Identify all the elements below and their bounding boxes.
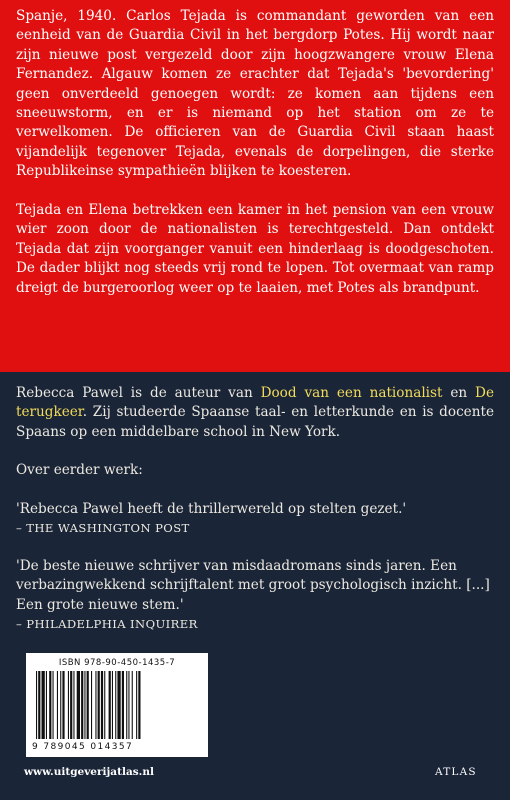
barcode-bars bbox=[32, 669, 202, 741]
author-bio-rest: . Zij studeerde Spaanse taal- en letterkunde en is docente Spaans op een middelbare school in New York. bbox=[16, 404, 494, 440]
author-bio-connector: en bbox=[442, 385, 476, 401]
review-source-2: – PHILADELPHIA INQUIRER bbox=[16, 617, 198, 632]
isbn-label: ISBN 978-90-450-1435-7 bbox=[58, 658, 176, 668]
author-bio-intro: Rebecca Pawel is de auteur van bbox=[16, 385, 261, 401]
author-bio bbox=[16, 384, 494, 442]
book-title-2: De terugkeer bbox=[16, 385, 494, 421]
earlier-work-label: Over eerder werk: bbox=[16, 462, 143, 479]
review-quote-2: 'De beste nieuwe schrijver van misdaadromans sinds jaren. Een verbazingwekkend schrijftalent met groot psychologisch inzicht. [...] Een grote nieuwe stem.' bbox=[16, 558, 490, 613]
synopsis-paragraph-1: Spanje, 1940. Carlos Tejada is commandant geworden van een eenheid van de Guardia Civil in het bergdorp Potes. Hij wordt naar zijn nieuwe post vergezeld door zijn hoogzwangere vrouw Elena Fernandez. Algauw komen ze erachter dat Tejada's 'bevordering' geen onverdeeld genoegen wordt: ze komen aan tijdens een sneeuwstorm, en er is niemand op het station om ze te verwelkomen. De officieren van de Guardia Civil staan haast vijandelijk tegenover Tejada, evenals de dorpelingen, die sterke Republikeinse sympathieën blijken te koesteren. bbox=[16, 8, 494, 180]
review-quote-1: 'Rebecca Pawel heeft de thrillerwereld op stelten gezet.' bbox=[16, 500, 407, 517]
barcode-digits: 9 789045 014357 bbox=[32, 742, 134, 752]
publisher-logo: ATLAS bbox=[435, 766, 477, 778]
synopsis-panel bbox=[0, 0, 510, 372]
review-source-1: – THE WASHINGTON POST bbox=[16, 521, 190, 536]
publisher-website: www.uitgeverijatlas.nl bbox=[24, 766, 154, 778]
book-title-1: Dood van een nationalist bbox=[260, 385, 443, 401]
synopsis-paragraph-2: Tejada en Elena betrekken een kamer in het pension van een vrouw wier zoon door de nationalisten is terechtgesteld. Dan ontdekt Tejada dat zijn voorganger vanuit een hinderlaag is doodgeschoten. De dader blijkt nog steeds vrij rond te lopen. Tot overmaat van ramp dreigt de burgeroorlog weer op te laaien, met Potes als brandpunt. bbox=[16, 202, 494, 296]
isbn-barcode bbox=[26, 653, 208, 757]
